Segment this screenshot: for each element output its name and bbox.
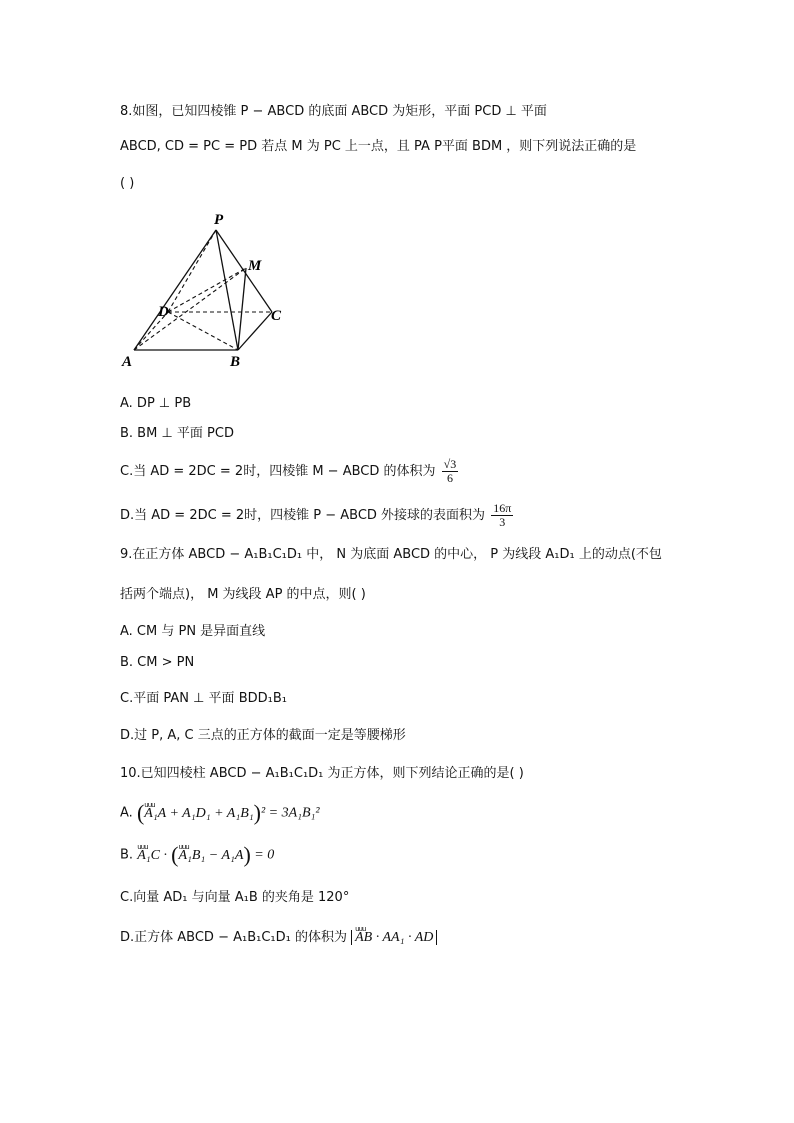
edge-BC [238, 312, 272, 350]
edge-BM [238, 268, 246, 350]
q8-option-c-denominator: 6 [446, 471, 453, 485]
q10-option-a [120, 800, 320, 825]
q10-option-d-expr: uuu AB · AA₁ · AD [355, 928, 433, 948]
q9-option-a: A. CM 与 PN 是异面直线 [120, 624, 266, 639]
edge-PB [216, 230, 238, 350]
q8-option-d-text: D.当 AD = 2DC = 2时，四棱锥 P − ABCD 外接球的表面积为 [120, 508, 486, 523]
q10-stem: 10.已知四棱柱 ABCD − A₁B₁C₁D₁ 为正方体，则下列结论正确的是( ) [120, 766, 524, 781]
q8-option-c [120, 458, 458, 485]
q8-option-d [120, 502, 513, 529]
edge-PD [168, 230, 216, 312]
q10-option-b-lead: uuu A₁C · [137, 846, 167, 866]
q9-option-c: C.平面 PAN ⊥ 平面 BDD₁B₁ [120, 691, 287, 706]
label-M: M [248, 258, 262, 274]
q8-option-d-fraction [491, 502, 513, 529]
edge-AM [134, 268, 246, 350]
q10-option-b-prefix: B. [120, 847, 134, 863]
q8-option-a: A. DP ⊥ PB [120, 396, 192, 411]
label-P: P [214, 212, 224, 228]
edge-PC [216, 230, 272, 312]
q8-option-d-numerator: 16π [493, 501, 512, 515]
q10-option-d-text: D.正方体 ABCD − A₁B₁C₁D₁ 的体积为 [120, 930, 347, 945]
q10-option-c: C.向量 AD₁ 与向量 A₁B 的夹角是 120° [120, 890, 350, 905]
q10-option-b-lparen: ( [171, 842, 179, 867]
q8-option-c-text: C.当 AD = 2DC = 2时，四棱锥 M − ABCD 的体积为 [120, 464, 436, 479]
q10-option-a-rparen: ) [253, 800, 261, 825]
q8-stem-line2: ABCD, CD = PC = PD 若点 M 为 PC 上一点，且 PA P平面 BDM ，则下列说法正确的是 [120, 139, 637, 154]
q10-option-b-tail: = 0 [250, 847, 275, 863]
label-C: C [271, 308, 282, 324]
q10-option-b-rparen: ) [243, 842, 251, 867]
q10-option-d-abs [351, 930, 437, 945]
q8-pyramid-figure [116, 208, 296, 374]
q9-stem-line2: 括两个端点)， M 为线段 AP 的中点，则( ) [120, 587, 366, 602]
q8-option-c-fraction [442, 458, 459, 485]
q8-option-b: B. BM ⊥ 平面 PCD [120, 426, 234, 441]
q8-answer-paren: ( ) [120, 176, 135, 191]
q8-option-c-numerator: √3 [443, 457, 457, 471]
q10-option-a-tail: ² = 3A₁B₁² [260, 805, 320, 821]
q10-option-b-vector-diff: uuu A₁B₁ − A₁A [178, 846, 243, 866]
edge-DM [168, 268, 246, 312]
label-A: A [122, 354, 133, 370]
label-D: D [158, 304, 169, 320]
q8-stem-line1: 8.如图，已知四棱锥 P − ABCD 的底面 ABCD 为矩形，平面 PCD ⊥ 平面 [120, 104, 547, 119]
label-B: B [230, 354, 241, 370]
q10-option-b [120, 842, 275, 867]
q8-option-d-denominator: 3 [499, 515, 506, 529]
edge-DB [168, 312, 238, 350]
q9-stem-line1: 9.在正方体 ABCD − A₁B₁C₁D₁ 中， N 为底面 ABCD 的中心， P 为线段 A₁D₁ 上的动点(不包 [120, 547, 662, 562]
q10-option-d [120, 928, 437, 948]
q9-option-b: B. CM > PN [120, 655, 195, 670]
q10-option-a-prefix: A. [120, 805, 133, 821]
edge-PA [134, 230, 216, 350]
q9-option-d: D.过 P, A, C 三点的正方体的截面一定是等腰梯形 [120, 728, 406, 743]
q10-option-a-lparen: ( [136, 800, 145, 825]
q10-option-a-vector-sum: uuu A₁A + A₁D₁ + A₁B₁ [144, 804, 253, 824]
